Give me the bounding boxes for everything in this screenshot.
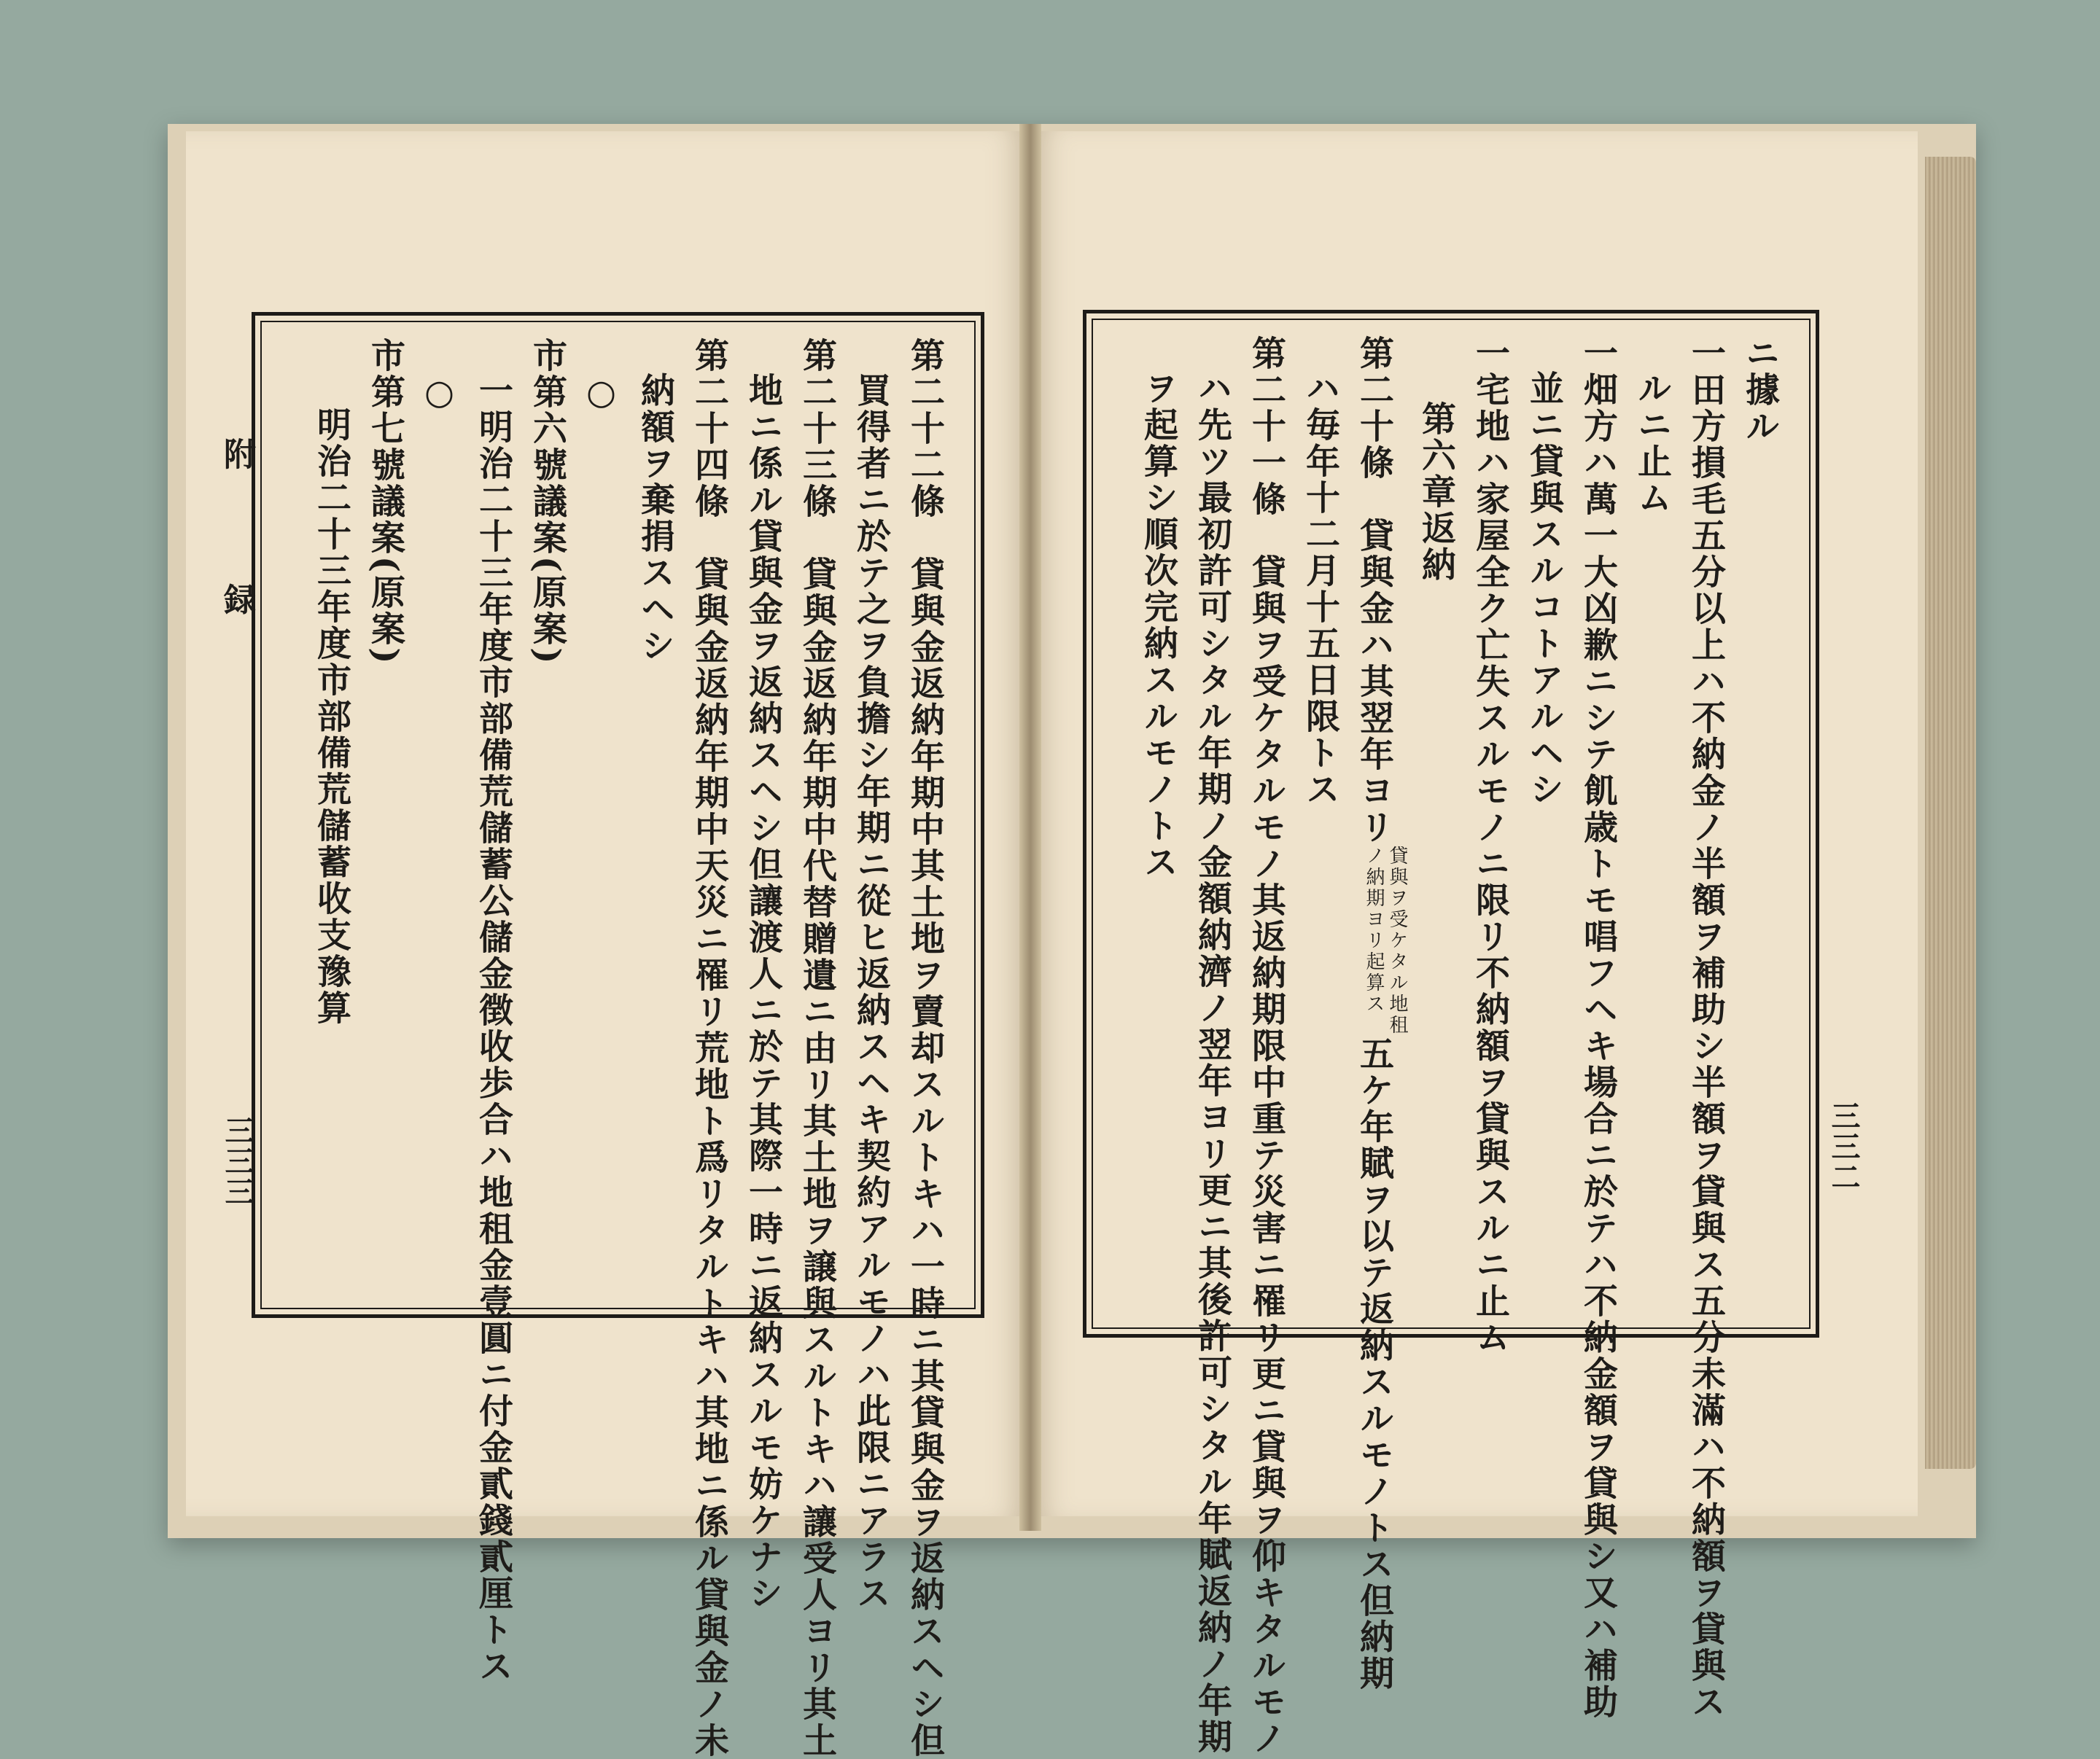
- item-paddy-line-1: 一田方損毛五分以上ハ不納金ノ半額ヲ補助シ半額ヲ貸與ス五分未滿ハ不納額ヲ貸與ス: [1686, 335, 1726, 1720]
- chapter-label: 第六章: [1416, 401, 1456, 510]
- note-line: 貸與ヲ受ケタル地租: [1386, 846, 1408, 1036]
- page-number-left: 三三三: [220, 1115, 254, 1207]
- left-text-body: [284, 338, 952, 1759]
- article-20-line-2: ハ毎年十二月十五日限トス: [1300, 370, 1340, 808]
- running-head: 附 録: [218, 437, 255, 666]
- item-field-line-2: 並ニ貸與スルコトアルヘシ: [1524, 370, 1564, 808]
- page-number-right: 三三二: [1827, 1101, 1861, 1193]
- chapter-heading: [1409, 335, 1463, 1312]
- article-20-head: 第二十條 貸與金ハ其翌年ヨリ: [1354, 335, 1394, 846]
- article-21-line-3: ヲ起算シ順次完納スルモノトス: [1138, 370, 1178, 881]
- item-paddy-line-2: ルニ止ム: [1632, 370, 1672, 516]
- right-text-body: [1116, 335, 1786, 1757]
- article-22-line-1: 第二十二條 貸與金返納年期中其土地ヲ賣却スルトキハ一時ニ其貸與金ヲ返納スヘシ但: [905, 338, 945, 1759]
- item-field-line-1: 一畑方ハ萬一大凶歉ニシテ飢歳トモ唱フヘキ場合ニ於テハ不納金額ヲ貸與シ又ハ補助: [1578, 335, 1618, 1720]
- chapter-name: 返納: [1416, 510, 1456, 583]
- bill-7-subtitle: 明治二十三年度市部備荒儲蓄收支豫算: [311, 407, 351, 1026]
- article-21-line-2: ハ先ツ最初許可シタル年期ノ金額納濟ノ翌年ヨリ更ニ其後許可シタル年賦返納ノ年期: [1192, 370, 1232, 1755]
- text-line: ニ據ル: [1740, 335, 1780, 445]
- article-24-line-2: 納額ヲ棄捐スヘシ: [635, 373, 675, 664]
- left-text-frame: [252, 312, 984, 1759]
- article-23-line-1: 第二十三條 貸與金返納年期中代替贈遺ニ由リ其土地ヲ譲與スルトキハ讓受人ヨリ其土: [797, 338, 837, 1759]
- bill-6-title: 市第六號議案: [527, 338, 567, 556]
- article-23-line-2: 地ニ係ル貸與金ヲ返納スヘシ但讓渡人ニ於テ其際一時ニ返納スルモ妨ケナシ: [743, 373, 783, 1612]
- bill-7-title: 市第七號議案: [365, 338, 405, 556]
- bill-7-heading: [358, 338, 412, 1292]
- book-gutter: [1019, 124, 1041, 1531]
- article-20-note: [1362, 846, 1409, 1036]
- bill-7-tag: (原案): [365, 556, 405, 666]
- article-20-line-1: [1347, 335, 1409, 1692]
- article-21-line-1: 第二十一條 貸與ヲ受ケタルモノ其返納期限中重テ災害ニ罹リ更ニ貸與ヲ仰キタルモノ: [1246, 335, 1286, 1757]
- article-22-line-2: 買得者ニ於テ之ヲ負擔シ年期ニ從ヒ返納スヘキ契約アルモノハ此限ニアラス: [851, 373, 891, 1612]
- separator-circle: ○: [581, 373, 621, 415]
- page-stack-edge: [1925, 157, 1976, 1469]
- bill-6-tag: (原案): [527, 556, 567, 666]
- article-24-line-1: 第二十四條 貸與金返納年期中天災ニ罹リ荒地ト爲リタルトキハ其地ニ係ル貸與金ノ未: [689, 338, 729, 1759]
- right-text-frame: [1083, 310, 1819, 1757]
- bill-6-heading: [520, 338, 574, 1292]
- bill-6-body: 一明治二十三年度市部備荒儲蓄公儲金徴收歩合ハ地租金壹圓ニ付金貳錢貳厘トス: [473, 373, 513, 1685]
- separator-circle: ○: [419, 373, 459, 415]
- article-20-tail: 五ケ年賦ヲ以テ返納スルモノトス但納期: [1354, 1036, 1394, 1692]
- note-line: ノ納期ヨリ起算ス: [1363, 846, 1385, 1015]
- item-residential: 一宅地ハ家屋全ク亡失スルモノニ限リ不納額ヲ貸與スルニ止ム: [1470, 335, 1510, 1356]
